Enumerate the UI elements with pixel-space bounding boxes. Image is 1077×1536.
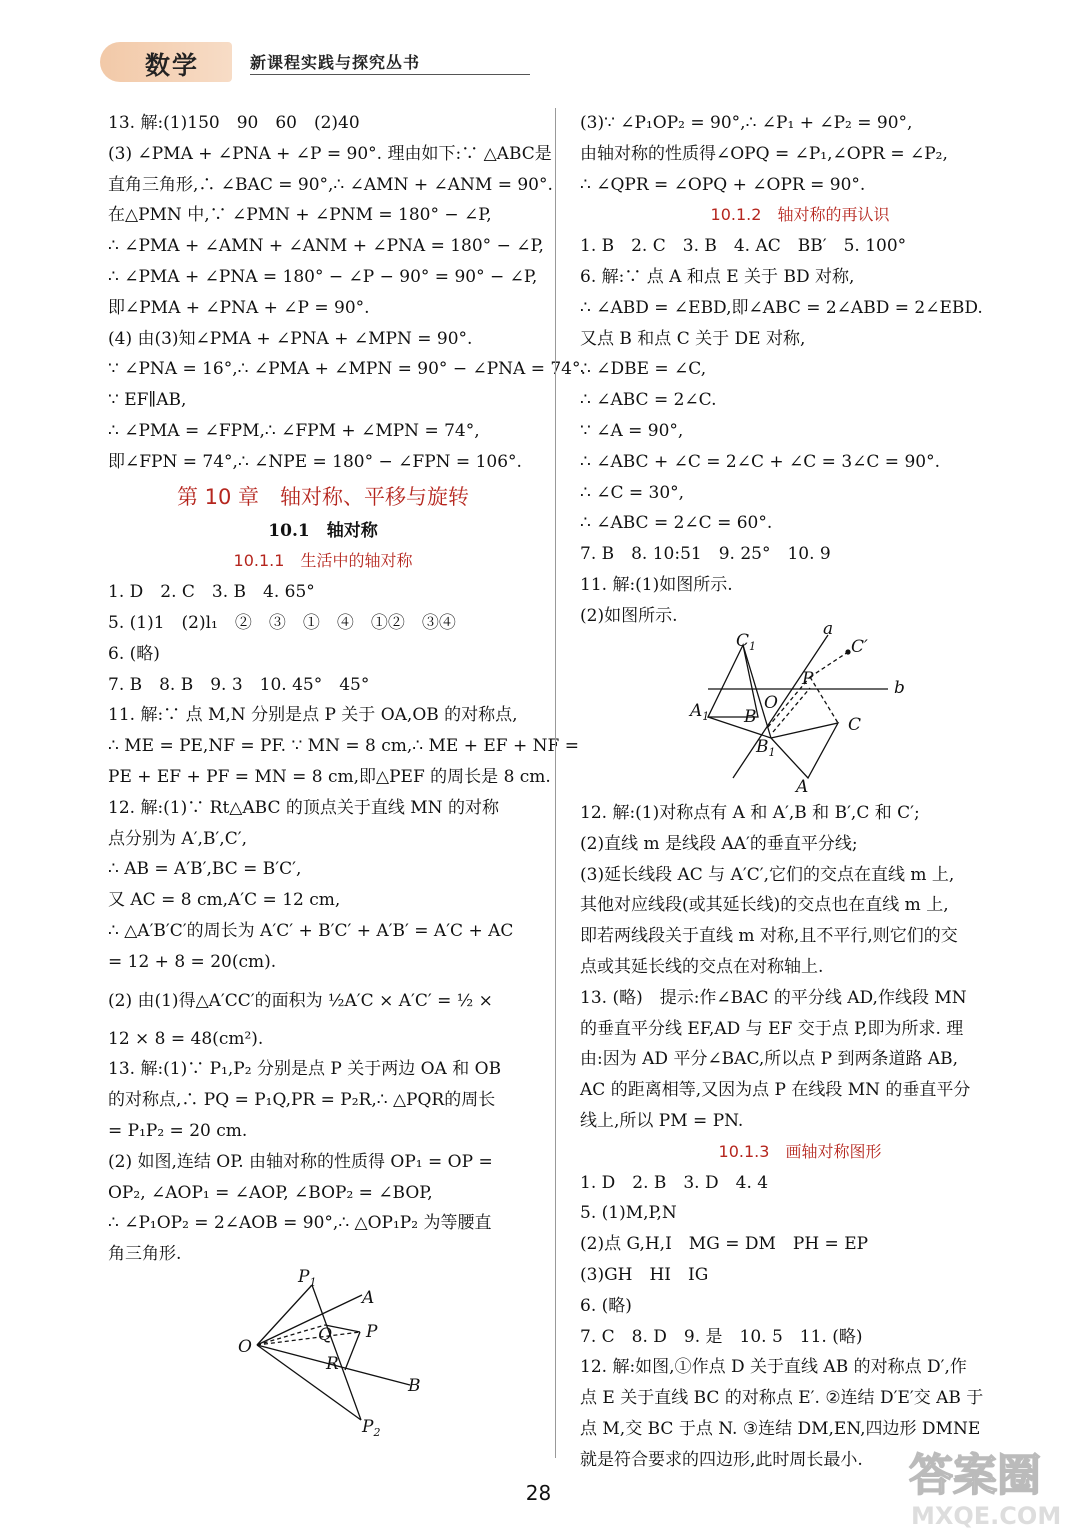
seg-op2	[257, 1345, 361, 1420]
label-a: A	[796, 777, 809, 797]
text-line: ∴ ∠QPR = ∠OPQ + ∠OPR = 90°.	[580, 174, 866, 195]
text-line: = P₁P₂ = 20 cm.	[108, 1120, 248, 1141]
label-c1: $C_1$	[736, 631, 757, 653]
subsection-heading: 10.1.2 轴对称的再认识	[710, 205, 890, 225]
text-line: ∴ ∠P₁OP₂ = 2∠AOB = 90°,∴ △OP₁P₂ 为等腰直	[108, 1213, 492, 1234]
text-line: (4) 由(3)知∠PMA + ∠PNA + ∠MPN = 90°.	[108, 328, 473, 349]
triangle-abc	[771, 723, 838, 778]
watermark-logo	[905, 1440, 1065, 1530]
text-line: 13. 解:(1)∵ P₁,P₂ 分别是点 P 关于两边 OA 和 OB	[108, 1059, 502, 1080]
label-p: P	[802, 669, 814, 689]
figure-left	[230, 1265, 450, 1445]
label-c: C	[848, 715, 862, 735]
text-line: 在△PMN 中,∵ ∠PMN + ∠PNM = 180° − ∠P,	[108, 205, 492, 226]
label-o: O	[764, 693, 778, 713]
text-line: ∴ ∠C = 30°,	[580, 482, 685, 503]
text-line: 12. 解:(1)对称点有 A 和 A′,B 和 B′,C 和 C′;	[580, 803, 920, 823]
text-line: 由轴对称的性质得∠OPQ = ∠P₁,∠OPR = ∠P₂,	[580, 143, 948, 164]
text-line: OP₂, ∠AOP₁ = ∠AOP, ∠BOP₂ = ∠BOP,	[108, 1182, 433, 1203]
text-line: 直角三角形,∴ ∠BAC = 90°,∴ ∠AMN + ∠ANM = 90°.	[108, 174, 553, 195]
text-line: 1. D 2. C 3. B 4. 65°	[108, 582, 315, 603]
left-column	[108, 108, 586, 1270]
text-line: 由:因为 AD 平分∠BAC,所以点 P 到两条道路 AB,	[580, 1049, 959, 1070]
text-line: 点 E 关于直线 BC 的对称点 E′. ②连结 D′E′交 AB 于	[580, 1388, 984, 1409]
text-line: ∴ △A′B′C′的周长为 A′C′ + B′C′ + A′B′ = A′C + AC	[108, 920, 514, 941]
text-line: = 12 + 8 = 20(cm).	[108, 951, 277, 972]
text-line: ∴ AB = A′B′,BC = B′C′,	[108, 859, 302, 880]
label-a1: $A_1$	[690, 701, 710, 723]
page-header	[100, 42, 540, 82]
text-line: 5. (1)M,P,N	[580, 1203, 677, 1224]
text-line: 6. (略)	[108, 643, 160, 664]
seg-op	[257, 1332, 360, 1345]
seg-p1p2	[312, 1285, 361, 1420]
text-line: 5. (1)1 (2)l₁ ② ③ ① ④ ①② ③④	[108, 612, 456, 633]
svg-text:答案圈: 答案圈	[909, 1450, 1041, 1501]
text-line: PE + EF + PF = MN = 8 cm,即△PEF 的周长是 8 cm.	[108, 766, 551, 787]
subject-title: 数学	[145, 51, 200, 80]
seg-rp	[345, 1332, 360, 1370]
ray-oa	[257, 1295, 362, 1345]
text-line: 即∠PMA + ∠PNA + ∠P = 90°.	[108, 297, 370, 318]
text-line: 1. D 2. B 3. D 4. 4	[580, 1172, 769, 1193]
text-line: (3)GH HI IG	[580, 1264, 709, 1285]
text-line: ∴ ∠ABC + ∠C = 2∠C + ∠C = 3∠C = 90°.	[580, 451, 940, 472]
text-line: 即若两线段关于直线 m 对称,且不平行,则它们的交	[580, 926, 958, 947]
label-o: O	[238, 1337, 252, 1357]
label-b: B	[408, 1376, 421, 1396]
text-line: 12 × 8 = 48(cm²).	[108, 1028, 264, 1049]
seg-oq	[257, 1325, 325, 1345]
text-line: (3) ∠PMA + ∠PNA + ∠P = 90°. 理由如下:∵ △ABC是	[108, 143, 552, 164]
label-b: B	[744, 707, 757, 727]
text-line: 点或其延长线的交点在对称轴上.	[580, 956, 824, 977]
text-line: 12. 解:(1)∵ Rt△ABC 的顶点关于直线 MN 的对称	[108, 797, 499, 818]
text-line: 就是符合要求的四边形,此时周长最小.	[580, 1449, 863, 1470]
series-title: 新课程实践与探究丛书	[250, 53, 421, 72]
page-number: 28	[525, 1481, 552, 1505]
text-line: (3)∵ ∠P₁OP₂ = 90°,∴ ∠P₁ + ∠P₂ = 90°,	[580, 113, 913, 133]
label-b1: $B_1$	[756, 737, 776, 759]
text-line: (2)点 G,H,I MG = DM PH = EP	[580, 1234, 869, 1255]
text-line: (2) 由(1)得△A′CC′的面积为 ½A′C × A′C′ = ½ ×	[108, 990, 493, 1011]
seg-op1	[257, 1285, 312, 1345]
text-line: 即∠FPN = 74°,∴ ∠NPE = 180° − ∠FPN = 106°.	[108, 451, 522, 472]
text-line: 6. (略)	[580, 1295, 632, 1316]
text-line: AC 的距离相等,又因为点 P 在线段 MN 的垂直平分	[580, 1080, 971, 1101]
label-p2: $P_2$	[362, 1417, 381, 1439]
text-line: ∵ ∠PNA = 16°,∴ ∠PMA + ∠MPN = 90° − ∠PNA = 74°.	[108, 359, 586, 380]
text-line: 其他对应线段(或其延长线)的交点也在直线 m 上,	[580, 895, 949, 916]
text-line: (2)直线 m 是线段 AA′的垂直平分线;	[580, 833, 858, 854]
label-a: A	[362, 1288, 375, 1308]
text-line: 7. B 8. 10:51 9. 25° 10. 9	[580, 544, 831, 565]
text-line: ∴ ∠ABC = 2∠C = 60°.	[580, 513, 773, 534]
text-line: ∴ ME = PE,NF = PF. ∵ MN = 8 cm,∴ ME + EF + NF =	[108, 736, 579, 757]
text-line: ∴ ∠ABC = 2∠C.	[580, 390, 717, 411]
text-line: 又 AC = 8 cm,A′C = 12 cm,	[108, 890, 341, 911]
label-line-b: b	[894, 678, 905, 698]
svg-text:MXQE.COM: MXQE.COM	[911, 1502, 1062, 1530]
text-line: ∵ ∠A = 90°,	[580, 420, 684, 441]
text-line: 点分别为 A′,B′,C′,	[108, 828, 247, 849]
text-line: ∴ ∠PMA + ∠PNA = 180° − ∠P − 90° = 90° − ∠P,	[108, 266, 538, 287]
text-line: (2)如图所示.	[580, 605, 678, 626]
text-line: ∴ ∠ABD = ∠EBD,即∠ABC = 2∠ABD = 2∠EBD.	[580, 297, 983, 318]
subsection-heading: 10.1.3 画轴对称图形	[718, 1141, 882, 1161]
text-line: 6. 解:∵ 点 A 和点 E 关于 BD 对称,	[580, 266, 855, 287]
text-line: 13. (略) 提示:作∠BAC 的平分线 AD,作线段 MN	[580, 987, 967, 1008]
figure-right	[688, 620, 918, 798]
header-rule	[250, 74, 530, 75]
label-p: P	[366, 1322, 378, 1342]
label-q: Q	[318, 1325, 332, 1345]
label-r: R	[326, 1354, 339, 1374]
text-line: 线上,所以 PM = PN.	[580, 1110, 744, 1131]
right-column-top	[580, 108, 1020, 632]
label-c-prime: C′	[851, 637, 868, 657]
text-line: 13. 解:(1)150 90 60 (2)40	[108, 113, 360, 133]
text-line: 角三角形.	[108, 1244, 182, 1265]
point-c-prime	[845, 649, 850, 654]
column-divider	[555, 108, 556, 1458]
label-p1: $P_1$	[298, 1267, 317, 1289]
label-line-a: a	[823, 620, 834, 639]
text-line: 点 M,交 BC 于点 N. ③连结 DM,EN,四边形 DMNE	[580, 1418, 981, 1439]
right-column-bottom	[580, 798, 1020, 1476]
text-line: 7. B 8. B 9. 3 10. 45° 45°	[108, 674, 370, 695]
text-line: ∴ ∠PMA = ∠FPM,∴ ∠FPM + ∠MPN = 74°,	[108, 420, 480, 441]
chapter-heading: 第 10 章 轴对称、平移与旋转	[176, 484, 470, 509]
text-line: 7. C 8. D 9. 是 10. 5 11. (略)	[580, 1326, 863, 1347]
text-line: (2) 如图,连结 OP. 由轴对称的性质得 OP₁ = OP =	[108, 1151, 493, 1172]
text-line: 11. 解:(1)如图所示.	[580, 574, 733, 595]
text-line: 的垂直平分线 EF,AD 与 EF 交于点 P,即为所求. 理	[580, 1018, 964, 1039]
text-line: 12. 解:如图,①作点 D 关于直线 AB 的对称点 D′,作	[580, 1357, 967, 1378]
text-line: (3)延长线段 AC 与 A′C′,它们的交点在直线 m 上,	[580, 864, 955, 885]
section-heading: 10.1 轴对称	[268, 520, 378, 541]
text-line: 1. B 2. C 3. B 4. AC BB′ 5. 100°	[580, 236, 907, 257]
subsection-heading: 10.1.1 生活中的轴对称	[233, 551, 413, 571]
text-line: 的对称点,∴ PQ = P₁Q,PR = P₂R,∴ △PQR的周长	[108, 1090, 496, 1111]
text-line: ∵ EF∥AB,	[108, 390, 187, 411]
text-line: ∴ ∠PMA + ∠AMN + ∠ANM + ∠PNA = 180° − ∠P,	[108, 236, 544, 257]
text-line: ∴ ∠DBE = ∠C,	[580, 359, 707, 380]
text-line: 11. 解:∵ 点 M,N 分别是点 P 关于 OA,OB 的对称点,	[108, 705, 518, 726]
text-line: 又点 B 和点 C 关于 DE 对称,	[580, 328, 806, 349]
